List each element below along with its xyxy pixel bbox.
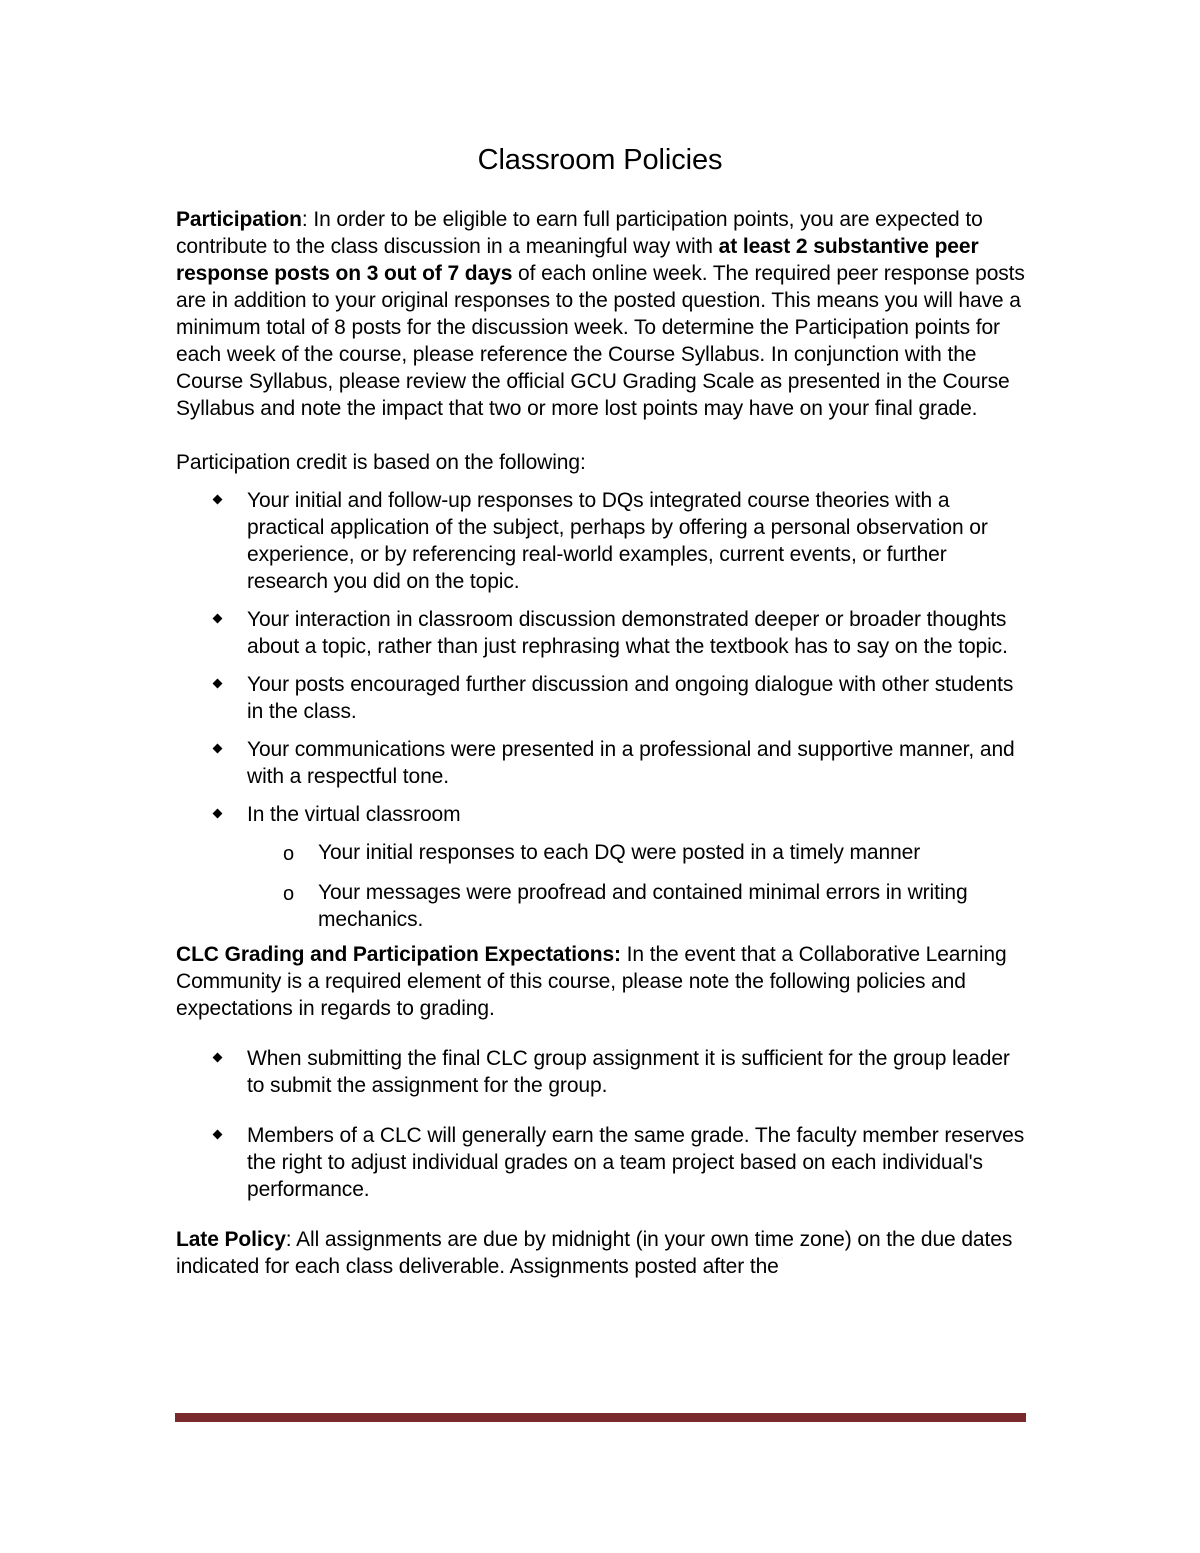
- clc-paragraph: [176, 941, 1028, 1022]
- virtual-classroom-sublist: [247, 839, 1028, 933]
- clc-label: CLC Grading and Participation Expectations:: [176, 943, 621, 966]
- late-policy-text: : All assignments are due by midnight (in your own time zone) on the due dates indicated for each class deliverable. Assignments posted after the: [176, 1228, 1013, 1278]
- diamond-bullet-icon: [213, 1053, 223, 1063]
- footer-divider: [175, 1413, 1026, 1422]
- list-item: [176, 736, 1028, 790]
- document-body: [176, 140, 1028, 1280]
- diamond-bullet-icon: [213, 614, 223, 624]
- list-item-text: Members of a CLC will generally earn the same grade. The faculty member reserves the right to adjust individual grades on a team project based on each individual's performance.: [247, 1124, 1025, 1201]
- sub-list-item: [247, 879, 1028, 933]
- diamond-bullet-icon: [213, 809, 223, 819]
- diamond-bullet-icon: [213, 1130, 223, 1140]
- credit-intro: Participation credit is based on the following:: [176, 451, 586, 474]
- participation-paragraph: [176, 206, 1028, 422]
- list-item: [176, 606, 1028, 660]
- sub-list-item: [247, 839, 1028, 866]
- spacer: [176, 422, 1028, 449]
- list-item: [176, 487, 1028, 595]
- list-item-text: When submitting the final CLC group assignment it is sufficient for the group leader to submit the assignment for the group.: [247, 1047, 1010, 1097]
- late-policy-paragraph: [176, 1226, 1028, 1280]
- list-item: [176, 1045, 1028, 1099]
- diamond-bullet-icon: [213, 679, 223, 689]
- sub-list-item-text: Your messages were proofread and contained minimal errors in writing mechanics.: [318, 881, 968, 931]
- list-item-text: Your initial and follow-up responses to DQs integrated course theories with a practical application of the subject, perhaps by offering a personal observation or experience, or by referencing real-world examples, current events, or further research you did on the topic.: [247, 489, 988, 593]
- clc-text: In the event that a Collaborative Learning Community is a required element of this course, please note the following policies and expectations in regards to grading.: [176, 943, 1007, 1020]
- late-policy-label: Late Policy: [176, 1228, 286, 1251]
- diamond-bullet-icon: [213, 495, 223, 505]
- list-item-text: Your interaction in classroom discussion demonstrated deeper or broader thoughts about a topic, rather than just rephrasing what the textbook has to say on the topic.: [247, 608, 1008, 658]
- clc-list: [176, 1045, 1028, 1203]
- participation-text-1: : In order to be eligible to earn full participation points, you are expected to contribute to the class discussion in a meaningful way with: [176, 208, 983, 258]
- participation-text-2: of each online week. The required peer response posts are in addition to your original responses to the posted question. This means you will have a minimum total of 8 posts for the discussion week. To determine the Participation points for each week of the course, please reference the Course Syllabus. In conjunction with the Course Syllabus, please review the official GCU Grading Scale as presented in the Course Syllabus and note the impact that two or more lost points may have on your final grade.: [176, 262, 1025, 420]
- circle-bullet-icon: o: [283, 843, 295, 865]
- diamond-bullet-icon: [213, 744, 223, 754]
- list-item: [176, 671, 1028, 725]
- participation-requirement: at least 2 substantive peer response posts on 3 out of 7 days: [176, 235, 979, 285]
- list-item: [176, 1122, 1028, 1203]
- page-title: Classroom Policies: [477, 144, 723, 176]
- list-item-text: Your posts encouraged further discussion and ongoing dialogue with other students in the class.: [247, 673, 1014, 723]
- list-item-text: Your communications were presented in a professional and supportive manner, and with a respectful tone.: [247, 738, 1015, 788]
- credit-list: [176, 487, 1028, 933]
- list-item: [176, 801, 1028, 933]
- list-item-text: In the virtual classroom: [247, 803, 461, 826]
- sub-list-item-text: Your initial responses to each DQ were posted in a timely manner: [318, 841, 921, 864]
- participation-label: Participation: [176, 208, 302, 231]
- circle-bullet-icon: o: [283, 883, 295, 905]
